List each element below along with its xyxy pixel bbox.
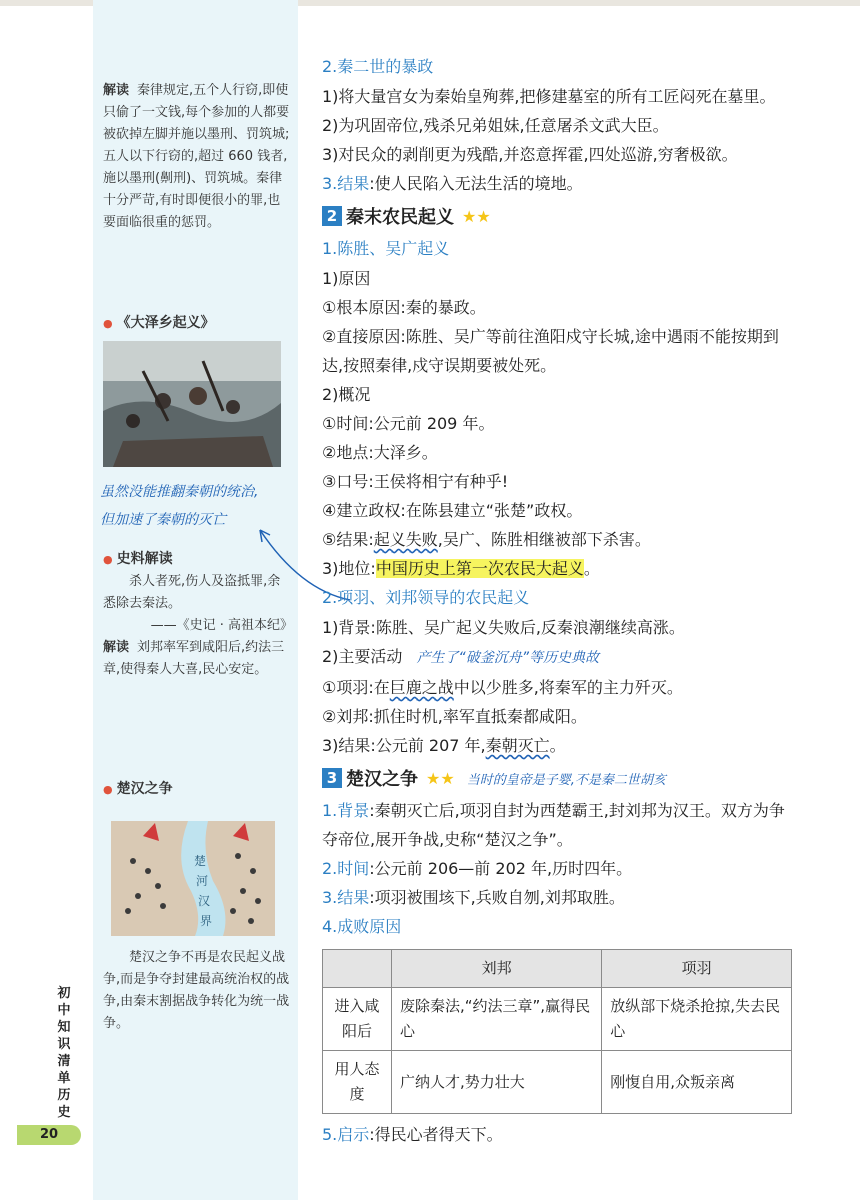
- section-3-number: 3: [322, 768, 342, 788]
- shiliao-quote: 杀人者死,伤人及盗抵罪,余悉除去秦法。: [103, 574, 281, 611]
- qin2-result: 3.结果:使人民陷入无法生活的境地。: [322, 174, 583, 193]
- section-2-title: 秦末农民起义: [346, 207, 454, 228]
- table-cell: 广纳人才,势力壮大: [392, 1051, 602, 1114]
- bullet-icon: ●: [103, 783, 113, 796]
- section-2-number: 2: [322, 206, 342, 226]
- overview-2: ②地点:大泽乡。: [322, 443, 438, 462]
- activity-1: ①项羽:在巨鹿之战中以少胜多,将秦军的主力歼灭。: [322, 678, 683, 697]
- handwritten-note-3: 产生了“破釜沉舟”等历史典故: [416, 650, 599, 666]
- sidebar-jiedu-1: [103, 80, 293, 234]
- section-2-heading: [322, 200, 792, 232]
- map-label-4: 界: [200, 914, 213, 928]
- map-label-1: 楚: [194, 854, 207, 868]
- jiedu-tag: 解读: [103, 83, 130, 98]
- image-caption: ● 《大泽乡起义》: [103, 315, 215, 331]
- section-3-title: 楚汉之争: [346, 769, 418, 790]
- comparison-table: [322, 949, 792, 1114]
- table-row: [323, 1051, 792, 1114]
- jiedu-2: [103, 637, 293, 681]
- chuhan-result: 3.结果:项羽被围垓下,兵败自刎,刘邦取胜。: [322, 888, 625, 907]
- heading-chensheng: 1.陈胜、吴广起义: [322, 239, 450, 258]
- handwritten-note-4: 当时的皇帝是子婴,不是秦二世胡亥: [466, 772, 666, 788]
- table-header: [323, 950, 392, 988]
- note-line-1: 虽然没能推翻秦朝的统治,: [100, 484, 259, 500]
- table-cell: 废除秦法,“约法三章”,赢得民心: [392, 988, 602, 1051]
- result-line: 3)结果:公元前 207 年,秦朝灭亡。: [322, 736, 566, 755]
- table-cell: 用人态度: [323, 1051, 392, 1114]
- qin2-item-3: 3)对民众的剥削更为残酷,并恣意挥霍,四处巡游,穷奢极欲。: [322, 145, 738, 164]
- note-line-2: 但加速了秦朝的灭亡: [100, 512, 226, 528]
- jiedu-text-2: 刘邦率军到咸阳后,约法三章,使得秦人大喜,民心安定。: [103, 640, 285, 677]
- table-header: 项羽: [602, 950, 792, 988]
- background-line: 1)背景:陈胜、吴广起义失败后,反秦浪潮继续高涨。: [322, 618, 685, 637]
- chuhan-title: ● 楚汉之争: [103, 781, 173, 797]
- chuhan-map: [103, 811, 283, 941]
- overview-heading: 2)概况: [322, 385, 371, 404]
- heading-qin2: 2.秦二世的暴政: [322, 57, 434, 76]
- table-cell: 刚愎自用,众叛亲离: [602, 1051, 792, 1114]
- bullet-icon: ●: [103, 553, 113, 566]
- table-row: [323, 988, 792, 1051]
- map-label-2: 河: [196, 874, 209, 888]
- sidebar-image-block-1: [103, 312, 293, 467]
- wavy-underline-text: 秦朝灭亡: [485, 736, 550, 755]
- chuhan-background: 1.背景:秦朝灭亡后,项羽自封为西楚霸王,封刘邦为汉王。双方为争夺帝位,展开争战,史称“楚汉之争”。: [322, 801, 785, 849]
- overview-4: ④建立政权:在陈县建立“张楚”政权。: [322, 501, 583, 520]
- overview-5: ⑤结果:起义失败,吴广、陈胜相继被部下杀害。: [322, 530, 651, 549]
- jiedu-text: 秦律规定,五个人行窃,即使只偷了一文钱,每个参加的人都要被砍掉左脚并施以墨刑、罚筑城;五人以下行窃的,超过 660 钱者,施以墨刑(劓刑)、罚筑城。秦律十分严苛,有时即便很小的罪,也要面临很重的惩罚。: [103, 83, 290, 230]
- wavy-underline-text: 起义失败: [373, 530, 438, 549]
- section-3-heading: [322, 762, 792, 794]
- table-cell: 放纵部下烧杀抢掠,失去民心: [602, 988, 792, 1051]
- sidebar-chuhan: [103, 778, 293, 1035]
- status-line: 3)地位:中国历史上第一次农民大起义。: [322, 559, 600, 578]
- chuhan-explanation: 楚汉之争不再是农民起义战争,而是争夺封建最高统治权的战争,由秦末割据战争转化为统一战争。: [103, 950, 290, 1031]
- map-label-3: 汉: [198, 894, 211, 908]
- qin2-item-1: 1)将大量宫女为秦始皇殉葬,把修建墓室的所有工匠闷死在墓里。: [322, 87, 776, 106]
- table-header-row: [323, 950, 792, 988]
- bullet-icon: ●: [103, 317, 113, 330]
- reason-heading: 1)原因: [322, 269, 371, 288]
- overview-3: ③口号:王侯将相宁有种乎!: [322, 472, 509, 491]
- main-activities: 2)主要活动 产生了“破釜沉舟”等历史典故: [322, 647, 599, 666]
- sidebar-shiliao: [103, 548, 293, 681]
- qin2-item-2: 2)为巩固帝位,残杀兄弟姐妹,任意屠杀文武大臣。: [322, 116, 669, 135]
- lesson-line: 5.启示:得民心者得天下。: [322, 1125, 503, 1144]
- shiliao-source: ——《史记 · 高祖本纪》: [150, 618, 293, 633]
- page-number: 20: [17, 1125, 81, 1145]
- shiliao-title: ● 史料解读: [103, 551, 173, 567]
- chuhan-time: 2.时间:公元前 206—前 202 年,历时四年。: [322, 859, 633, 878]
- jiedu-tag-2: 解读: [103, 640, 130, 655]
- uprising-painting: [103, 341, 281, 467]
- heading-xiangyu: 2.项羽、刘邦领导的农民起义: [322, 588, 530, 607]
- star-icon: ★★: [426, 768, 455, 788]
- reason-1: ①根本原因:秦的暴政。: [322, 298, 486, 317]
- overview-1: ①时间:公元前 209 年。: [322, 414, 495, 433]
- table-header: 刘邦: [392, 950, 602, 988]
- table-cell: 进入咸阳后: [323, 988, 392, 1051]
- main-content: [322, 52, 792, 1149]
- activity-2: ②刘邦:抓住时机,率军直抵秦都咸阳。: [322, 707, 587, 726]
- book-title-vertical: 初中知识清单 历史: [57, 986, 71, 1120]
- highlighted-text: 中国历史上第一次农民大起义: [375, 559, 584, 578]
- reason-2: ②直接原因:陈胜、吴广等前往渔阳戍守长城,途中遇雨不能按期到达,按照秦律,戍守误期要被处死。: [322, 327, 779, 375]
- chuhan-reasons-heading: 4.成败原因: [322, 917, 402, 936]
- star-icon: ★★: [462, 206, 491, 226]
- wavy-underline-text: 巨鹿之战: [389, 678, 454, 697]
